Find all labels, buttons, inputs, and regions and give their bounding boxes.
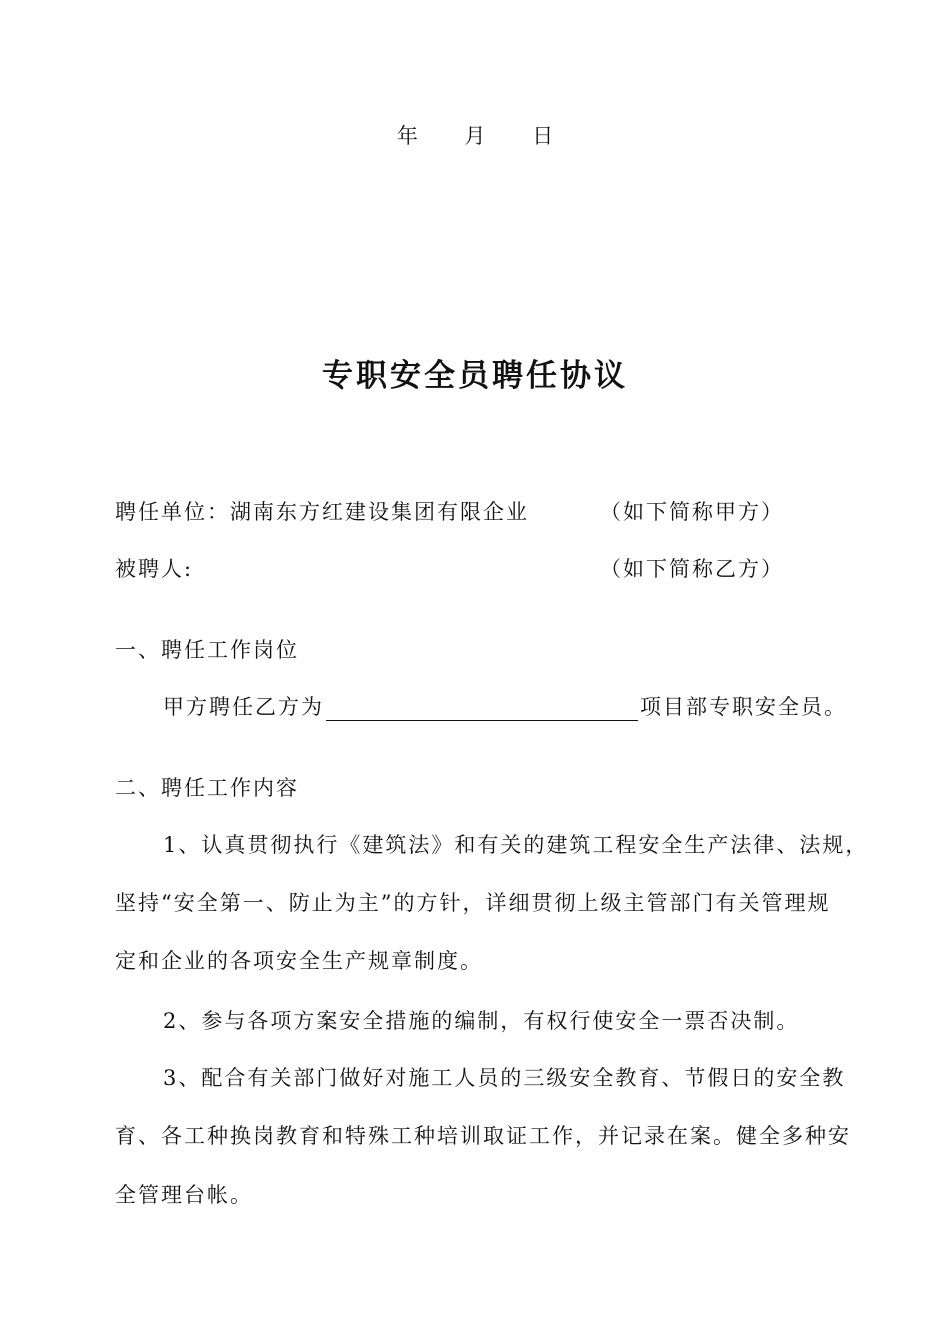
item1-line3: 定和企业的各项安全生产规章制度。 [115, 949, 483, 973]
employer-suffix: （如下简称甲方） [600, 500, 784, 524]
item3-line3: 全管理台帐。 [115, 1183, 253, 1207]
section2-heading: 二、聘任工作内容 [115, 776, 299, 800]
section1-heading: 一、聘任工作岗位 [115, 638, 299, 662]
item3-line2: 育、各工种换岗教育和特殊工种培训取证工作，并记录在案。健全多种安 [115, 1124, 851, 1148]
date-line [0, 122, 950, 150]
section1-line [163, 693, 847, 721]
employer-label: 聘任单位：湖南东方红建设集团有限企业 [115, 500, 529, 524]
item3-line1: 3、配合有关部门做好对施工人员的三级安全教育、节假日的安全教 [163, 1066, 846, 1090]
employee-suffix: （如下简称乙方） [600, 557, 784, 581]
item1-line1: 1、认真贯彻执行《建筑法》和有关的建筑工程安全生产法律、法规， [163, 833, 869, 857]
item2-line1: 2、参与各项方案安全措施的编制，有权行使安全一票否决制。 [163, 1009, 800, 1033]
date-day: 日 [532, 124, 554, 148]
item1-line2: 坚持“安全第一、防止为主”的方针，详细贯彻上级主管部门有关管理规 [115, 891, 831, 915]
section1-line-suffix: 项目部专职安全员。 [640, 695, 847, 719]
date-month: 月 [464, 124, 486, 148]
section1-line-prefix: 甲方聘任乙方为 [163, 695, 324, 719]
project-name-blank [326, 696, 638, 721]
date-year: 年 [396, 124, 418, 148]
document-title: 专职安全员聘任协议 [322, 358, 628, 394]
employee-label: 被聘人: [115, 557, 194, 581]
